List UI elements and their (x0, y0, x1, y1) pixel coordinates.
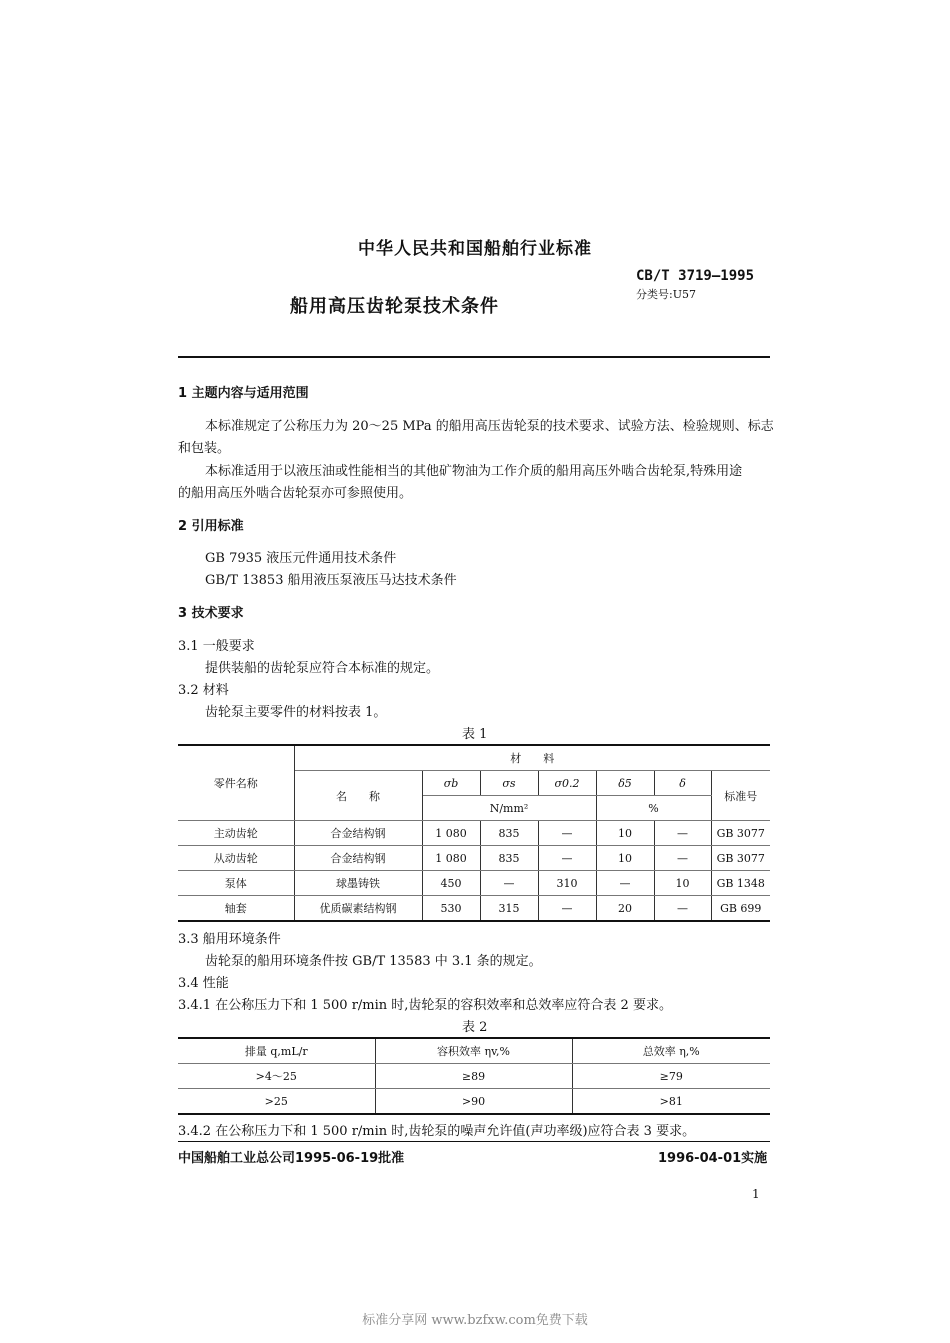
approval-line: 中国船舶工业总公司1995-06-19批准 (178, 1151, 405, 1166)
cell: >4～25 (178, 1064, 375, 1089)
header-total-efficiency: 总效率 η,% (572, 1038, 770, 1064)
table-row (178, 896, 770, 922)
cell: 10 (596, 846, 654, 871)
cell: 球墨铸铁 (294, 871, 422, 896)
section-2-heading: 2 引用标准 (178, 519, 244, 534)
cell: 从动齿轮 (178, 846, 294, 871)
section-3-4-1-text: 3.4.1 在公称压力下和 1 500 r/min 时,齿轮泵的容积效率和总效率应符合表 2 要求。 (178, 998, 672, 1013)
header-sigma-02: σ0.2 (538, 771, 596, 796)
header-unit-stress: N/mm² (422, 796, 596, 821)
standard-number: CB/T 3719—1995 (636, 268, 755, 284)
header-volumetric-efficiency: 容积效率 ηv,% (375, 1038, 572, 1064)
header-material: 材 料 (294, 745, 770, 771)
efficiency-table (178, 1037, 770, 1115)
section-3-4-heading: 3.4 性能 (178, 976, 229, 991)
cell: 315 (480, 896, 538, 922)
section-3-3-heading: 3.3 船用环境条件 (178, 932, 281, 947)
table-2-caption: 表 2 (462, 1020, 488, 1035)
reference-standard-1: GB 7935 液压元件通用技术条件 (205, 551, 397, 566)
cell: — (654, 896, 711, 922)
cell: — (538, 896, 596, 922)
table-1-caption: 表 1 (462, 727, 488, 742)
cell: GB 3077 (711, 846, 770, 871)
cell: — (654, 846, 711, 871)
effective-date: 1996-04-01实施 (658, 1151, 768, 1166)
cell: GB 1348 (711, 871, 770, 896)
cell: 轴套 (178, 896, 294, 922)
section-3-1-text: 提供装船的齿轮泵应符合本标准的规定。 (205, 661, 440, 676)
reference-standard-2: GB/T 13853 船用液压泵液压马达技术条件 (205, 573, 457, 588)
cell: ≥89 (375, 1064, 572, 1089)
issuing-organization: 中华人民共和国船舶行业标准 (358, 239, 592, 259)
table-row (178, 821, 770, 846)
section-1-heading: 1 主题内容与适用范围 (178, 386, 309, 401)
section-1-para-2-line-1: 本标准适用于以液压油或性能相当的其他矿物油为工作介质的船用高压外啮合齿轮泵,特殊用途 (205, 464, 743, 479)
header-displacement: 排量 q,mL/r (178, 1038, 375, 1064)
cell: 835 (480, 821, 538, 846)
header-sigma-s: σs (480, 771, 538, 796)
header-delta: δ (654, 771, 711, 796)
cell: — (538, 821, 596, 846)
section-3-3-text: 齿轮泵的船用环境条件按 GB/T 13583 中 3.1 条的规定。 (205, 954, 542, 969)
section-3-1-heading: 3.1 一般要求 (178, 639, 255, 654)
cell: >25 (178, 1089, 375, 1115)
cell: 450 (422, 871, 480, 896)
classification-number: 分类号:U57 (636, 288, 696, 301)
cell: 1 080 (422, 821, 480, 846)
section-1-para-2-line-2: 的船用高压外啮合齿轮泵亦可参照使用。 (178, 486, 413, 501)
table-row (178, 1089, 770, 1115)
cell: — (538, 846, 596, 871)
header-sigma-b: σb (422, 771, 480, 796)
header-rule (178, 356, 770, 358)
cell: — (480, 871, 538, 896)
header-part-name: 零件名称 (178, 745, 294, 821)
footer-rule (178, 1141, 770, 1142)
cell: GB 3077 (711, 821, 770, 846)
cell: >81 (572, 1089, 770, 1115)
watermark-text: 标准分享网 www.bzfxw.com免费下载 (362, 1313, 588, 1328)
table-header-row (178, 1038, 770, 1064)
cell: 10 (654, 871, 711, 896)
header-standard-no: 标准号 (711, 771, 770, 821)
cell: 主动齿轮 (178, 821, 294, 846)
section-3-heading: 3 技术要求 (178, 606, 244, 621)
cell: 835 (480, 846, 538, 871)
header-unit-percent: % (596, 796, 711, 821)
table-row (178, 871, 770, 896)
cell: >90 (375, 1089, 572, 1115)
cell: 20 (596, 896, 654, 922)
table-row (178, 1064, 770, 1089)
cell: 泵体 (178, 871, 294, 896)
cell: 1 080 (422, 846, 480, 871)
cell: 合金结构钢 (294, 846, 422, 871)
section-1-para-1-line-1: 本标准规定了公称压力为 20～25 MPa 的船用高压齿轮泵的技术要求、试验方法、检验规则、标志 (205, 419, 774, 434)
materials-table (178, 744, 770, 922)
section-3-2-heading: 3.2 材料 (178, 683, 229, 698)
section-1-para-1-line-2: 和包装。 (178, 441, 231, 456)
section-3-2-text: 齿轮泵主要零件的材料按表 1。 (205, 705, 387, 720)
cell: 530 (422, 896, 480, 922)
cell: 10 (596, 821, 654, 846)
cell: — (596, 871, 654, 896)
header-delta-5: δ5 (596, 771, 654, 796)
cell: ≥79 (572, 1064, 770, 1089)
page-number: 1 (752, 1187, 760, 1201)
document-title: 船用高压齿轮泵技术条件 (290, 296, 499, 317)
section-3-4-2-text: 3.4.2 在公称压力下和 1 500 r/min 时,齿轮泵的噪声允许值(声功率级)应符合表 3 要求。 (178, 1124, 696, 1139)
table-row (178, 846, 770, 871)
header-material-name: 名 称 (294, 771, 422, 821)
cell: 310 (538, 871, 596, 896)
cell: 优质碳素结构钢 (294, 896, 422, 922)
table-header-row (178, 745, 770, 771)
cell: — (654, 821, 711, 846)
cell: GB 699 (711, 896, 770, 922)
cell: 合金结构钢 (294, 821, 422, 846)
